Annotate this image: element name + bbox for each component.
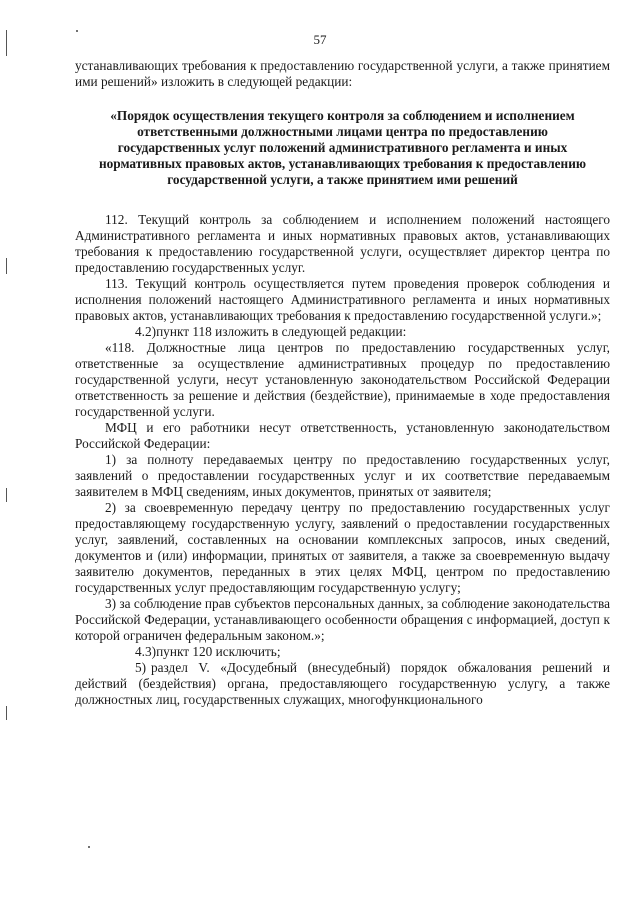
list-item-1: 1) за полноту передаваемых центру по предоставлению государственных услуг, заявлений о предоставлении государственных услуг и их соответствие передаваемым заявителем в МФЦ сведениям, иных документов, принятых от заявителя; [75, 452, 610, 499]
section-heading: «Порядок осуществления текущего контроля за соблюдением и исполнением ответственными должностными лицами центра по предоставлению государственных услуг положений административного регламента и иных нормативных правовых актов, устанавливающих требования к предоставлению государственной услуги, а также принятием ими решений [98, 108, 587, 187]
clause-4-2-text: пункт 118 изложить в следующей редакции: [156, 324, 407, 339]
paragraph-113: 113. Текущий контроль осуществляется путем проведения проверок соблюдения и исполнения положений настоящего Административного регламента и иных нормативных правовых актов, устанавливающих требования к предоставлению государственной услуги.»; [75, 276, 610, 323]
scan-speck [88, 846, 90, 848]
intro-paragraph: устанавливающих требования к предоставлению государственной услуги, а также принятием ими решений» изложить в следующей редакции: [75, 58, 610, 89]
scan-speck [76, 30, 78, 32]
page-number: 57 [313, 32, 327, 47]
list-item-2: 2) за своевременную передачу центру по предоставлению государственных услуг предоставляющему государственную услугу, заявлений о предоставлении государственных услуг, заявлений, составленных на основании комплексных запросов, иных сведений, документов и (или) информации, принятых от заявителя, а также за своевременную выдачу заявителю документов, переданных в этих целях МФЦ, центром по предоставлению государственных услуг предоставляющим государственную услугу; [75, 500, 610, 595]
list-item-3: 3) за соблюдение прав субъектов персональных данных, за соблюдение законодательства Российской Федерации, устанавливающего особенности обращения с информацией, доступ к которой ограничен федеральным законом.»; [75, 596, 610, 643]
clause-5-text: раздел V. «Досудебный (внесудебный) порядок обжалования решений и действий (бездействия) органа, предоставляющего государственную услугу, а также должностных лиц, государственных служащих, многофункционального [75, 660, 610, 707]
scan-margin-mark [6, 258, 7, 274]
paragraph-112: 112. Текущий контроль за соблюдением и исполнением положений настоящего Административного регламента и иных нормативных правовых актов, устанавливающих требования к предоставлению государственной услуги, осуществляет директор центра по предоставлению государственных услуг. [75, 212, 610, 275]
scan-margin-mark [6, 488, 7, 502]
clause-4-3-text: пункт 120 исключить; [156, 644, 281, 659]
document-body [75, 58, 610, 708]
clause-5-number: 5) [135, 660, 147, 675]
clause-4-2-number: 4.2) [135, 324, 157, 339]
clause-4-3 [75, 644, 610, 660]
mfc-paragraph: МФЦ и его работники несут ответственность, установленную законодательством Российской Федерации: [75, 420, 610, 451]
scan-margin-mark [6, 30, 7, 56]
clause-5 [75, 660, 610, 708]
clause-4-3-number: 4.3) [135, 644, 157, 659]
clause-4-2 [75, 324, 610, 340]
scan-margin-mark [6, 706, 7, 720]
paragraph-118: «118. Должностные лица центров по предоставлению государственных услуг, ответственные за осуществление административных процедур по предоставлению государственной услуги, несут установленную законодательством Российской Федерации ответственность за решение и действия (бездействие), принимаемые в ходе предоставления государственной услуги. [75, 340, 610, 419]
